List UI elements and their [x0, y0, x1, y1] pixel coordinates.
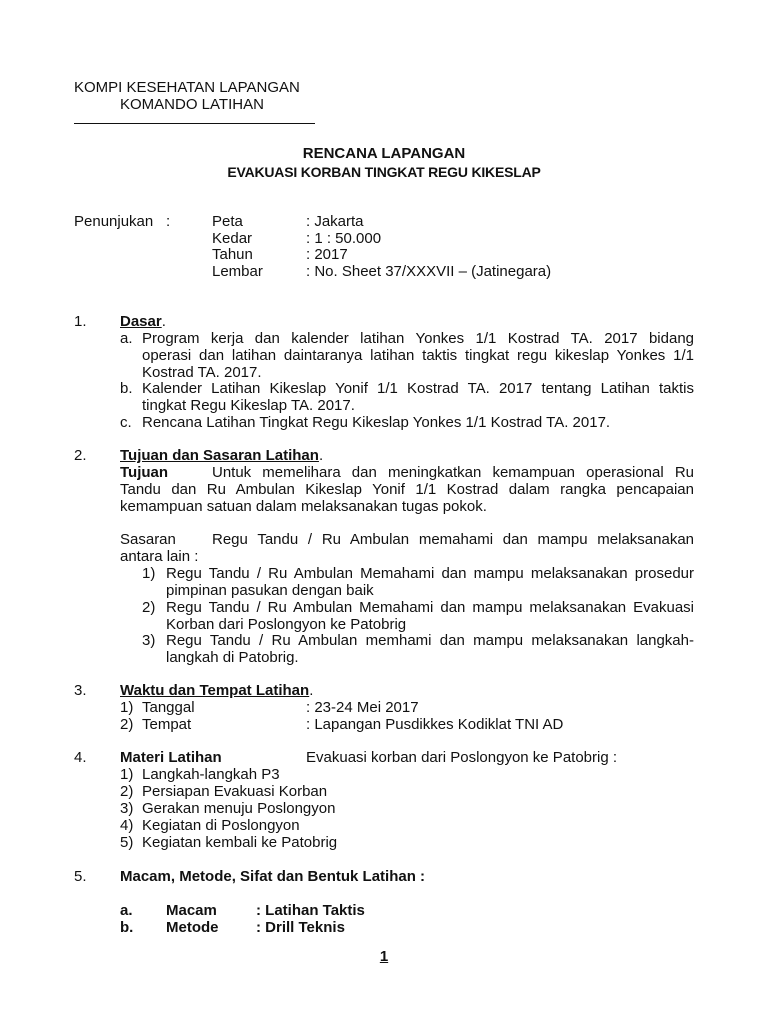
list-marker: 2)	[120, 716, 134, 733]
paragraph-line: Regu Tandu / Ru Ambulan memahami dan mampu melaksanakan	[212, 531, 694, 548]
list-marker: c.	[120, 414, 132, 431]
section-number: 1.	[74, 313, 87, 330]
list-marker: 4)	[120, 817, 134, 834]
field-label: Tanggal	[142, 699, 195, 716]
section-number: 3.	[74, 682, 87, 699]
list-marker: 2)	[120, 783, 134, 800]
field-value: : 23-24 Mei 2017	[306, 699, 419, 716]
section-heading	[120, 682, 313, 699]
paragraph-line: antara lain :	[120, 548, 199, 565]
list-marker: 1)	[120, 699, 134, 716]
tujuan-label: Tujuan	[120, 464, 169, 481]
section-title: Macam, Metode, Sifat dan Bentuk Latihan :	[120, 868, 426, 885]
paragraph-line: Korban dari Poslongyon ke Patobrig	[166, 616, 407, 633]
section-heading	[120, 447, 323, 464]
penunjukan-value: : 2017	[306, 246, 348, 263]
list-marker: 3)	[142, 632, 156, 649]
list-marker: 1)	[142, 565, 156, 582]
penunjukan-key: Kedar	[212, 230, 253, 247]
list-marker: 1)	[120, 766, 134, 783]
paragraph-line: Kalender Latihan Kikeslap Yonif 1/1 Kostrad TA. 2017 tentang Latihan taktis	[142, 380, 694, 397]
heading-period: .	[318, 447, 324, 464]
section-heading	[120, 313, 166, 330]
list-marker: a.	[120, 902, 133, 919]
paragraph-line: tingkat Regu Kikeslap TA. 2017.	[142, 397, 355, 414]
list-marker: 2)	[142, 599, 156, 616]
section-title: Dasar	[120, 313, 162, 330]
section-title: Tujuan dan Sasaran Latihan	[120, 447, 319, 464]
paragraph-line: langkah di Patobrig.	[166, 649, 299, 666]
paragraph-line: Regu Tandu / Ru Ambulan Memahami dan mampu melaksanakan Evakuasi	[166, 599, 694, 616]
sasaran-label: Sasaran	[120, 531, 176, 548]
document-title: RENCANA LAPANGAN	[302, 145, 466, 162]
list-marker: 3)	[120, 800, 134, 817]
penunjukan-value: : 1 : 50.000	[306, 230, 382, 247]
paragraph-line: Untuk memelihara dan meningkatkan kemampuan operasional Ru	[212, 464, 694, 481]
list-item: Persiapan Evakuasi Korban	[142, 783, 328, 800]
penunjukan-value: : Jakarta	[306, 213, 364, 230]
list-marker: a.	[120, 330, 133, 347]
paragraph-line: Program kerja dan kalender latihan Yonkes 1/1 Kostrad TA. 2017 bidang	[142, 330, 694, 347]
penunjukan-label: Penunjukan	[74, 213, 154, 230]
paragraph-line: Kostrad TA. 2017.	[142, 364, 262, 381]
section-number: 2.	[74, 447, 87, 464]
paragraph-line: Rencana Latihan Tingkat Regu Kikeslap Yonkes 1/1 Kostrad TA. 2017.	[142, 414, 611, 431]
section-title: Materi Latihan	[120, 749, 222, 766]
list-marker: 5)	[120, 834, 134, 851]
document-subtitle: EVAKUASI KORBAN TINGKAT REGU KIKESLAP	[227, 164, 541, 180]
page-number: 1	[379, 948, 389, 965]
field-value: : Latihan Taktis	[256, 902, 365, 919]
section-description: Evakuasi korban dari Poslongyon ke Patobrig :	[306, 749, 618, 766]
penunjukan-key: Tahun	[212, 246, 253, 263]
org-name: KOMPI KESEHATAN LAPANGAN	[74, 79, 300, 96]
field-value: : Drill Teknis	[256, 919, 345, 936]
paragraph-line: Tandu dan Ru Ambulan Kikeslap Yonif 1/1 Kostrad dalam rangka pencapaian	[120, 481, 694, 498]
list-item: Langkah-langkah P3	[142, 766, 280, 783]
section-number: 4.	[74, 749, 87, 766]
list-marker: b.	[120, 919, 134, 936]
penunjukan-value: : No. Sheet 37/XXXVII – (Jatinegara)	[306, 263, 552, 280]
penunjukan-key: Peta	[212, 213, 243, 230]
field-value: : Lapangan Pusdikkes Kodiklat TNI AD	[306, 716, 564, 733]
section-number: 5.	[74, 868, 87, 885]
field-label: Macam	[166, 902, 217, 919]
list-item: Gerakan menuju Poslongyon	[142, 800, 336, 817]
paragraph-line: Regu Tandu / Ru Ambulan memhami dan mampu melaksanakan langkah-	[166, 632, 694, 649]
field-label: Metode	[166, 919, 219, 936]
header-divider	[74, 123, 315, 124]
penunjukan-colon: :	[166, 213, 171, 230]
heading-period: .	[161, 313, 166, 330]
section-title: Waktu dan Tempat Latihan	[120, 682, 310, 699]
list-marker: b.	[120, 380, 133, 397]
org-sub-name: KOMANDO LATIHAN	[120, 96, 264, 113]
heading-period: .	[309, 682, 314, 699]
list-item: Kegiatan kembali ke Patobrig	[142, 834, 338, 851]
list-item: Kegiatan di Poslongyon	[142, 817, 300, 834]
paragraph-line: pimpinan pasukan dengan baik	[166, 582, 374, 599]
penunjukan-key: Lembar	[212, 263, 263, 280]
paragraph-line: operasi dan latihan daintaranya latihan taktis tingkat regu kikeslap Yonkes 1/1	[142, 347, 694, 364]
paragraph-line: kemampuan satuan dalam melaksanakan tugas pokok.	[120, 498, 487, 515]
paragraph-line: Regu Tandu / Ru Ambulan Memahami dan mampu melaksanakan prosedur	[166, 565, 694, 582]
field-label: Tempat	[142, 716, 192, 733]
